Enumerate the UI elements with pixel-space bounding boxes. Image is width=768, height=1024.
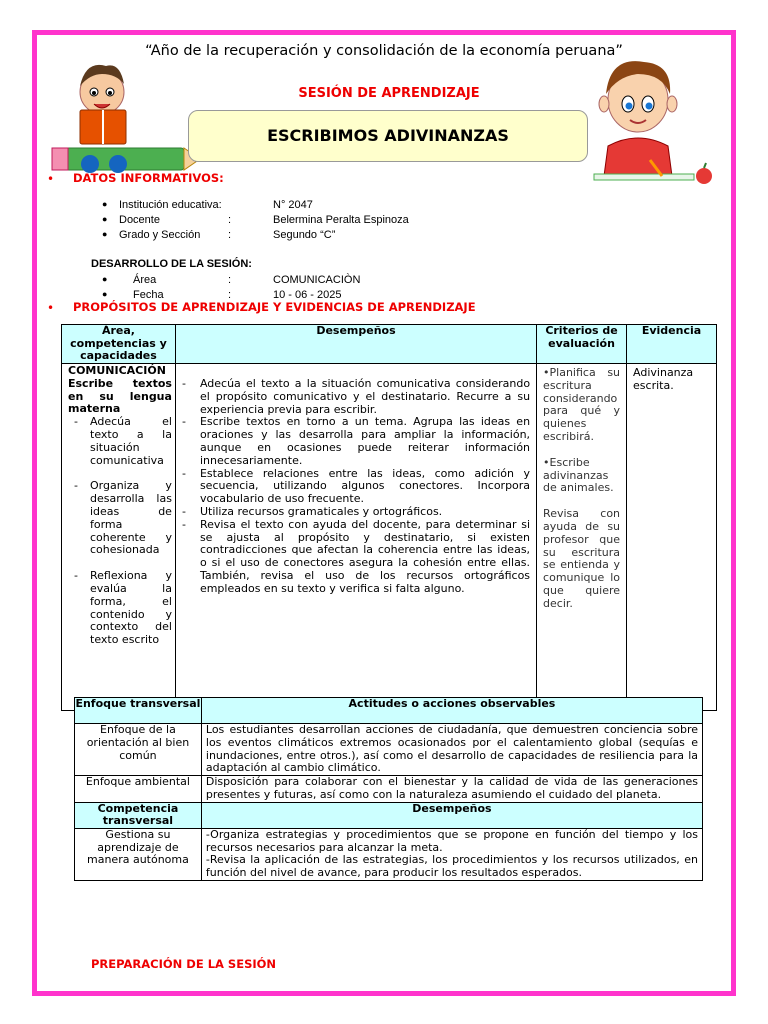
bullet: ● <box>102 199 108 209</box>
list-item: - Organiza y desarrolla las ideas de forma coherente y cohesionada <box>68 480 172 557</box>
info-colon: : <box>228 274 232 286</box>
table-row <box>75 776 703 803</box>
criterios-cell <box>537 364 627 711</box>
column-header: Desempeños <box>175 325 536 364</box>
propositos-heading: PROPÓSITOS DE APRENDIZAJE Y EVIDENCIAS DE APRENDIZAJE <box>73 300 476 314</box>
info-value: 10 - 06 - 2025 <box>273 289 342 301</box>
info-label: Fecha <box>133 289 164 301</box>
session-title-box <box>188 110 588 162</box>
desarrollo-heading: DESARROLLO DE LA SESIÓN: <box>91 258 252 270</box>
list-item: - Utiliza recursos gramaticales y ortográficos. <box>176 506 530 519</box>
desempeno-line: -Revisa la aplicación de las estrategias, los procedimientos y los recursos utilizados, en función del nivel de avance, para producir los resultados esperados. <box>205 853 698 880</box>
desempenos-list <box>176 378 530 596</box>
desempeno-line: -Organiza estrategias y procedimientos que se propone en función del tiempo y los recursos necesarios para alcanzar la meta. <box>205 827 698 854</box>
bullet: ● <box>102 214 108 224</box>
column-header: Criterios de evaluación <box>537 325 627 364</box>
bullet: • <box>47 172 55 186</box>
reading-kid-illustration <box>50 52 200 182</box>
table-row <box>62 364 717 711</box>
bullet: • <box>47 301 55 315</box>
list-item: - Revisa el texto con ayuda del docente, para determinar si se ajusta al propósito y destinatario, si existen contradicciones que afectan la coherencia entre las ideas, o si el uso de conectores asegura la cohesión entre ellas. También, revisa el uso de los recursos ortográficos empleados en su texto y verifica si falta alguno. <box>176 519 530 596</box>
bullet: ● <box>102 229 108 239</box>
capacidades-list <box>68 416 172 647</box>
preparacion-heading: PREPARACIÓN DE LA SESIÓN <box>91 957 277 971</box>
list-item: - Establece relaciones entre las ideas, como adición y secuencia, utilizando algunos conectores. Incorpora vocabulario de uso frecuente. <box>176 468 530 506</box>
column-header: Enfoque transversal <box>75 698 202 724</box>
info-label: Institución educativa: <box>119 199 222 211</box>
list-item: - Escribe textos en torno a un tema. Agrupa las ideas en oraciones y las desarrolla para ampliar la información, aunque en ocasiones puede reiterar información innecesariamente. <box>176 416 530 467</box>
national-motto: “Año de la recuperación y consolidación de la economía peruana” <box>145 43 623 59</box>
datos-heading: DATOS INFORMATIVOS: <box>73 171 224 185</box>
criterio-item: Revisa con ayuda de su profesor que su escritura se entienda y comunique lo que quiere decir. <box>543 507 621 610</box>
criterio-item: •Planifica su escritura considerando para qué y quienes escribirá. <box>543 366 621 443</box>
competencia-name: Gestiona su aprendizaje de manera autónoma <box>75 828 202 880</box>
column-header: Desempeños <box>201 802 702 828</box>
enfoques-table <box>74 697 703 881</box>
list-item: - Adecúa el texto a la situación comunicativa considerando el propósito comunicativo y el destinatario. Recurre a su experiencia previa para escribir. <box>176 378 530 416</box>
enfoque-name: Enfoque ambiental <box>75 776 202 803</box>
column-header: Área, competencias y capacidades <box>62 325 176 364</box>
info-colon: : <box>228 289 232 301</box>
column-header: Competencia transversal <box>75 802 202 828</box>
info-label: Docente <box>119 214 160 226</box>
enfoque-name: Enfoque de la orientación al bien común <box>75 724 202 776</box>
info-value: Belermina Peralta Espinoza <box>273 214 409 226</box>
column-header: Evidencia <box>627 325 717 364</box>
desempenos-cell <box>175 364 536 711</box>
area-name: COMUNICACIÓN <box>68 364 166 377</box>
column-header: Actitudes o acciones observables <box>201 698 702 724</box>
area-cell <box>62 364 176 711</box>
table-header-row <box>75 698 703 724</box>
bullet: ● <box>102 289 108 299</box>
info-value: COMUNICACIÒN <box>273 274 361 286</box>
competencia-name: Escribe textos en su lengua materna <box>68 376 172 416</box>
bullet: ● <box>102 274 108 284</box>
list-item: - Adecúa el texto a la situación comunicativa <box>68 416 172 467</box>
table-header-row <box>75 802 703 828</box>
enfoque-text: Los estudiantes desarrollan acciones de ciudadanía, que demuestren conciencia sobre los eventos climáticos extremos ocasionados por el calentamiento global (sequías e inundaciones, entre otros.), así como el desarrollo de capacidades de resiliencia para la adaptación al cambio climático. <box>201 724 702 776</box>
info-value: Segundo “C” <box>273 229 336 241</box>
session-title: ESCRIBIMOS ADIVINANZAS <box>267 126 509 145</box>
table-row <box>75 724 703 776</box>
evidencia-cell <box>627 364 717 711</box>
table-row <box>75 828 703 880</box>
table-header-row <box>62 325 717 364</box>
session-label: SESIÓN DE APRENDIZAJE <box>298 86 480 101</box>
info-label: Área <box>133 274 157 286</box>
list-item: - Reflexiona y evalúa la forma, el contenido y contexto del texto escrito <box>68 570 172 647</box>
criterio-item: •Escribe adivinanzas de animales. <box>543 455 614 495</box>
evidencia-text: Adivinanza escrita. <box>633 366 694 392</box>
competencia-desempenos <box>201 828 702 880</box>
info-value: N° 2047 <box>273 199 313 211</box>
info-colon: : <box>228 214 232 226</box>
info-label: Grado y Sección <box>119 229 201 241</box>
writing-kid-illustration <box>588 50 718 186</box>
enfoque-text: Disposición para colaborar con el bienestar y la calidad de vida de las generaciones presentes y futuras, así como con la naturaleza asumiendo el cuidado del planeta. <box>201 776 702 803</box>
info-colon: : <box>228 229 232 241</box>
propositos-table <box>61 324 717 711</box>
